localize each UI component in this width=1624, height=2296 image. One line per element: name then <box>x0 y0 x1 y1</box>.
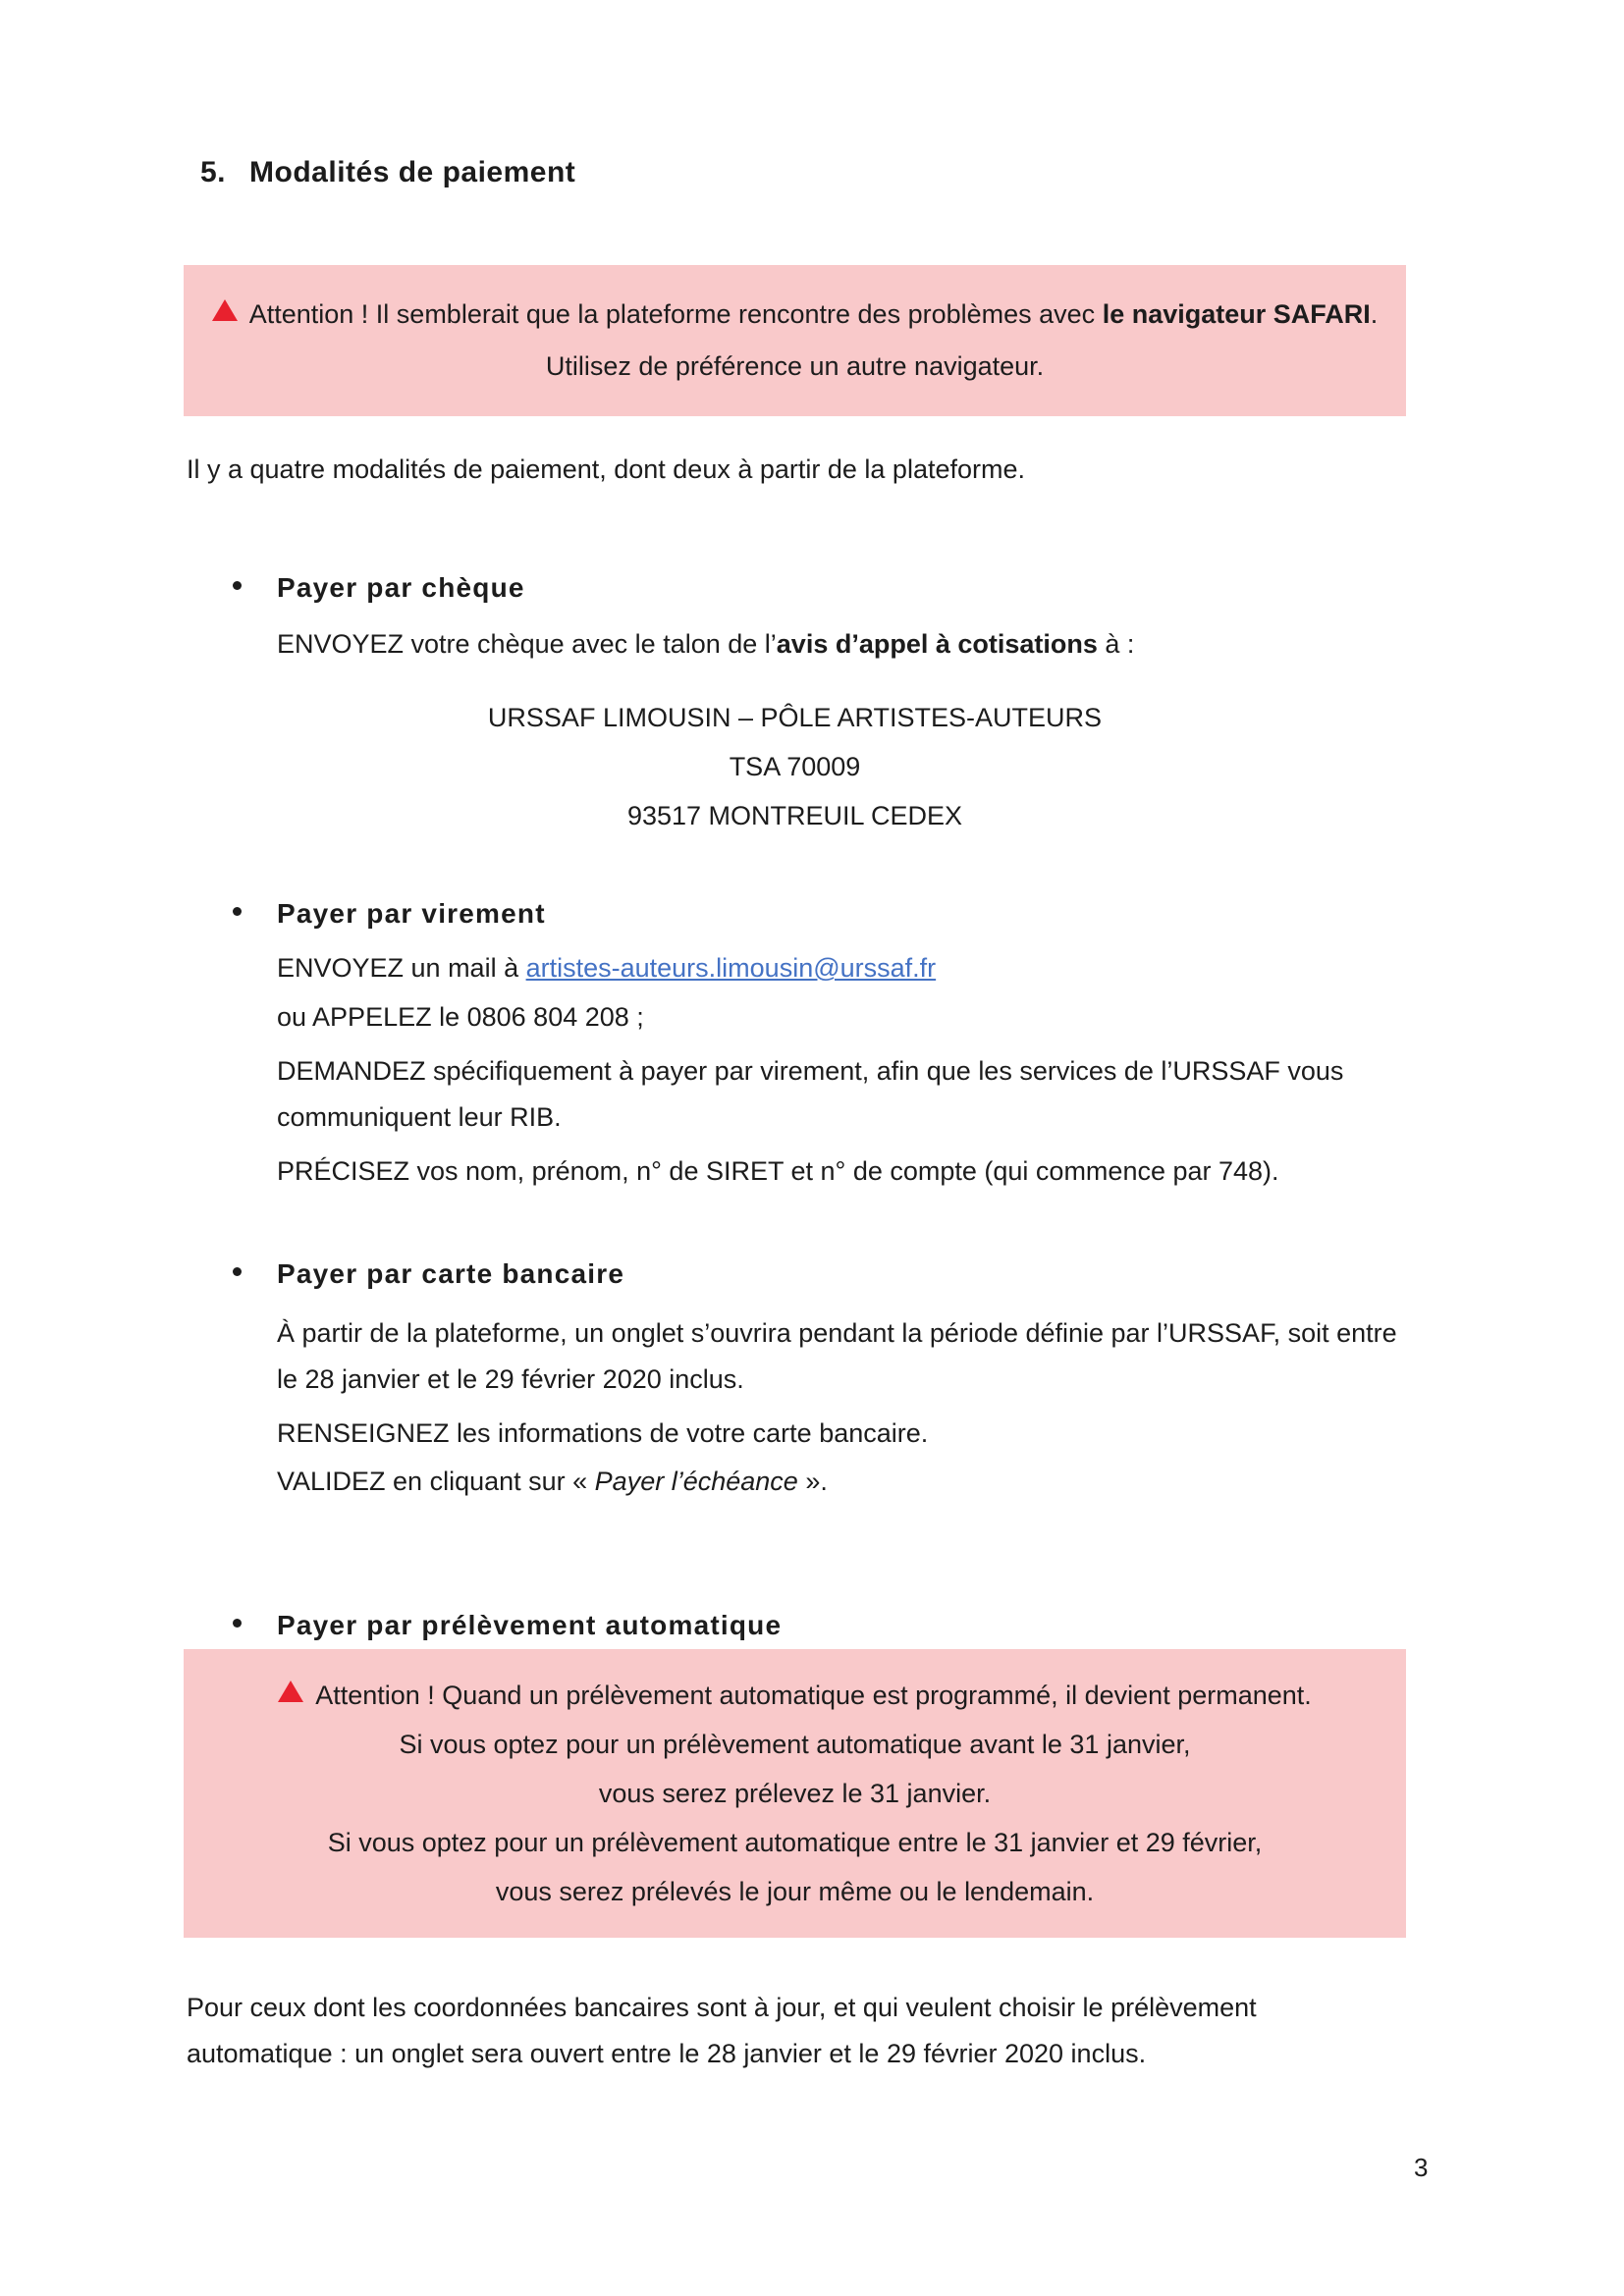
virement-precisez-paragraph: PRÉCISEZ vos nom, prénom, n° de SIRET et n° de compte (qui commence par 748). <box>277 1156 1279 1186</box>
section-heading <box>200 155 1624 190</box>
warning-text-pre: Attention ! Il semblerait que la plateforme rencontre des problèmes avec <box>248 299 1103 329</box>
section-number: 5. <box>200 156 227 188</box>
bullet-payer-par-carte <box>233 1255 1406 1293</box>
virement-mail-line <box>277 950 1406 986</box>
prelevement-warning-text-1: Attention ! Quand un prélèvement automatique est programmé, il devient permanent. <box>315 1681 1312 1710</box>
address-line-3: 93517 MONTREUIL CEDEX <box>626 801 963 830</box>
email-link[interactable]: artistes-auteurs.limousin@urssaf.fr <box>525 953 937 983</box>
cheque-instruction <box>277 626 1406 662</box>
cheque-instruction-post: à : <box>1097 629 1135 659</box>
warning-triangle-icon <box>212 299 238 321</box>
bullet-payer-par-virement <box>233 895 1406 933</box>
warning-text-bold: le navigateur SAFARI <box>1102 299 1371 329</box>
carte-renseignez-line: RENSEIGNEZ les informations de votre carte bancaire. <box>277 1418 929 1448</box>
virement-mail-pre: ENVOYEZ un mail à <box>277 953 526 983</box>
cheque-instruction-pre: ENVOYEZ votre chèque avec le talon de l’ <box>277 629 777 659</box>
carte-validez-line <box>277 1459 1406 1505</box>
prelevement-warning-line-4: Si vous optez pour un prélèvement automatique entre le 31 janvier et 29 février, <box>327 1828 1263 1857</box>
carte-validez-italic: Payer l’échéance <box>594 1467 798 1496</box>
bullet-title-prelevement: Payer par prélèvement automatique <box>277 1610 783 1640</box>
prelevement-warning-line-5: vous serez prélevés le jour même ou le lendemain. <box>495 1877 1095 1906</box>
carte-validez-post: ». <box>797 1467 828 1496</box>
address-line-1: URSSAF LIMOUSIN – PÔLE ARTISTES-AUTEURS <box>487 703 1103 732</box>
warning-text-post: . Utilisez de préférence un autre navigateur. <box>545 299 1379 381</box>
carte-periode-paragraph: À partir de la plateforme, un onglet s’ouvrira pendant la période définie par l’URSSAF, soit entre le 28 janvier et le 29 février 2020 inclus. <box>277 1318 1397 1394</box>
prelevement-warning-line-1 <box>211 1671 1379 1720</box>
closing-paragraph: Pour ceux dont les coordonnées bancaires sont à jour, et qui veulent choisir le prélèvement automatique : un onglet sera ouvert entre le 28 janvier et le 29 février 2020 inclus. <box>187 1993 1257 2068</box>
prelevement-warning-line-2: Si vous optez pour un prélèvement automatique avant le 31 janvier, <box>399 1730 1191 1759</box>
bullet-icon <box>233 581 242 590</box>
cheque-instruction-bold: avis d’appel à cotisations <box>776 629 1098 659</box>
bullet-payer-par-cheque <box>233 569 1406 607</box>
bullet-icon <box>233 1619 242 1628</box>
bullet-title-virement: Payer par virement <box>277 898 546 929</box>
browser-warning-box <box>184 265 1406 416</box>
bullet-icon <box>233 1267 242 1276</box>
address-line-2: TSA 70009 <box>729 752 861 781</box>
carte-validez-pre: VALIDEZ en cliquant sur « <box>277 1467 595 1496</box>
virement-demandez-paragraph: DEMANDEZ spécifiquement à payer par virement, afin que les services de l’URSSAF vous communiquent leur RIB. <box>277 1056 1344 1132</box>
prelevement-warning-box <box>184 1649 1406 1938</box>
bullet-title-carte: Payer par carte bancaire <box>277 1258 625 1289</box>
warning-triangle-icon <box>278 1681 303 1702</box>
section-title: Modalités de paiement <box>249 156 576 188</box>
virement-phone-line: ou APPELEZ le 0806 804 208 ; <box>277 1002 644 1032</box>
prelevement-warning-line-3: vous serez prélevez le 31 janvier. <box>598 1779 992 1808</box>
intro-paragraph: Il y a quatre modalités de paiement, dont deux à partir de la plateforme. <box>187 454 1025 484</box>
postal-address-block <box>184 693 1406 840</box>
bullet-payer-par-prelevement <box>233 1607 1406 1644</box>
page-number: 3 <box>1414 2153 1429 2182</box>
bullet-icon <box>233 907 242 916</box>
bullet-title-cheque: Payer par chèque <box>277 572 525 603</box>
